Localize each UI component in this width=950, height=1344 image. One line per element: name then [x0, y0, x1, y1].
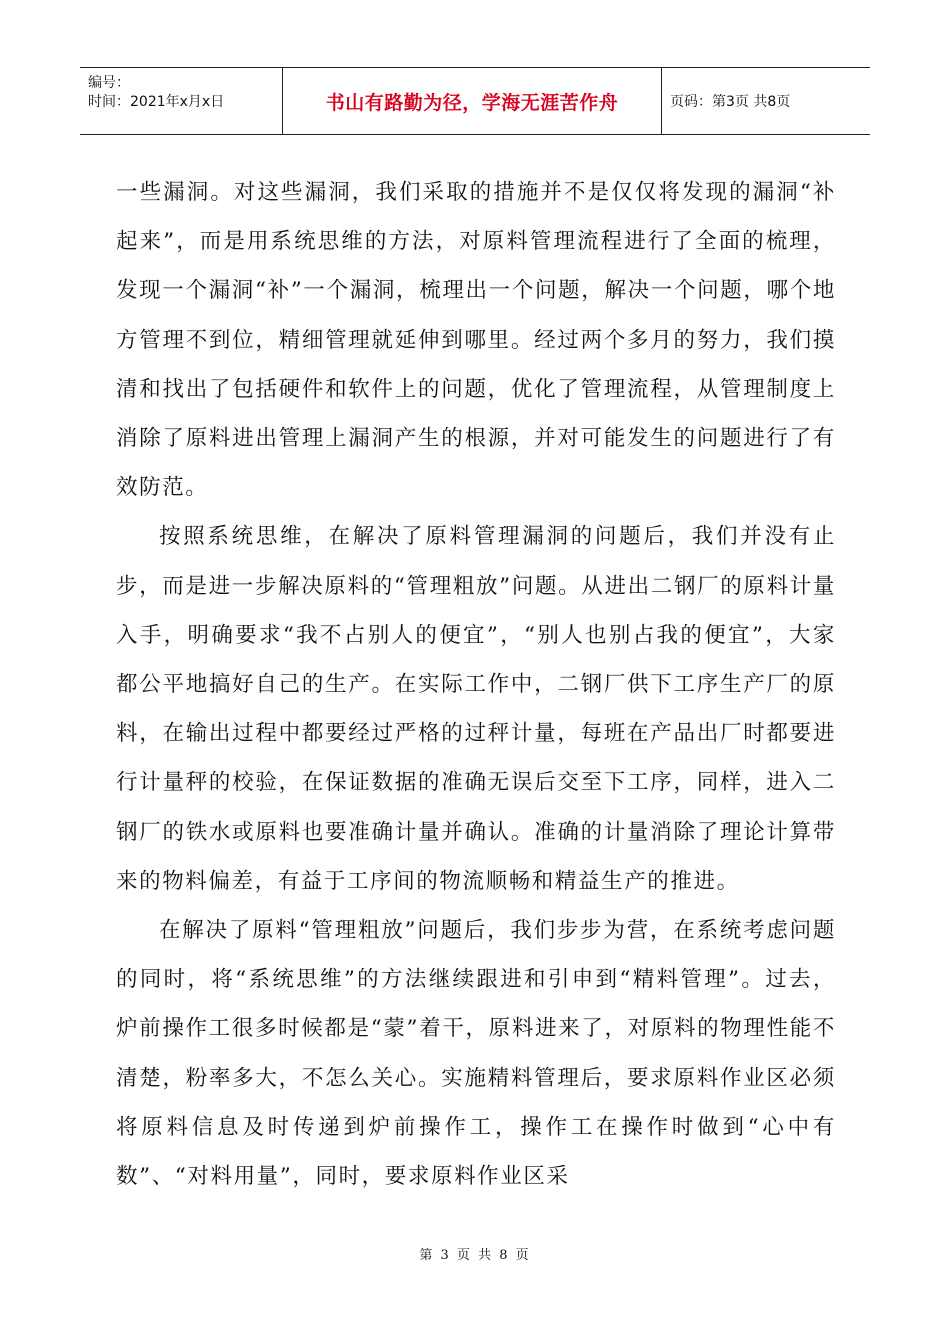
document-body: [116, 168, 836, 1201]
paragraph-3: 在解决了原料“管理粗放”问题后，我们步步为营，在系统考虑问题的同时，将“系统思维”的方法继续跟进和引申到“精料管理”。过去，炉前操作工很多时候都是“蒙”着干，原料进来了，对原料的物理性能不清楚，粉率多大，不怎么关心。实施精料管理后，要求原料作业区必须将原料信息及时传递到炉前操作工，操作工在操作时做到“心中有数”、“对料用量”，同时，要求原料作业区采: [116, 918, 836, 1190]
paragraph-1: 一些漏洞。对这些漏洞，我们采取的措施并不是仅仅将发现的漏洞“补起来”，而是用系统思维的方法，对原料管理流程进行了全面的梳理，发现一个漏洞“补”一个漏洞，梳理出一个问题，解决一个问题，哪个地方管理不到位，精细管理就延伸到哪里。经过两个多月的努力，我们摸清和找出了包括硬件和软件上的问题，优化了管理流程，从管理制度上消除了原料进出管理上漏洞产生的根源，并对可能发生的问题进行了有效防范。: [116, 180, 836, 501]
header-motto: 书山有路勤为径，学海无涯苦作舟: [282, 68, 662, 134]
page-footer: 第 3 页 共 8 页: [419, 1248, 531, 1263]
header-meta: [80, 68, 282, 134]
document-header: [80, 67, 870, 135]
header-page-indicator: 页码：第3页 共8页: [670, 94, 791, 110]
document-date-label: 时间：2021年x月x日: [88, 94, 225, 110]
paragraph-2: 按照系统思维，在解决了原料管理漏洞的问题后，我们并没有止步，而是进一步解决原料的“管理粗放”问题。从进出二钢厂的原料计量入手，明确要求“我不占别人的便宜”，“别人也别占我的便宜”，大家都公平地搞好自己的生产。在实际工作中，二钢厂供下工序生产厂的原料，在输出过程中都要经过严格的过秤计量，每班在产品出厂时都要进行计量秤的校验，在保证数据的准确无误后交至下工序，同样，进入二钢厂的铁水或原料也要准确计量并确认。准确的计量消除了理论计算带来的物料偏差，有益于工序间的物流顺畅和精益生产的推进。: [116, 524, 836, 894]
document-number-label: 编号：: [88, 75, 130, 91]
